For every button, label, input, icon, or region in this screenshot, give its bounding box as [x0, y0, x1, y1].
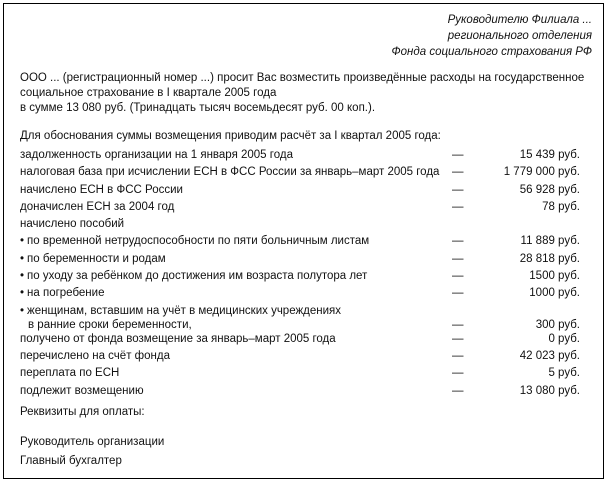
calc-row: [20, 347, 580, 364]
calc-row-amount: 1500 руб.: [529, 270, 580, 283]
calc-row-dash: —: [452, 384, 464, 397]
calc-row-label: переплата по ЕСН: [20, 367, 120, 380]
calc-row-dash: —: [452, 270, 464, 283]
calc-row-label: • по беременности и родам: [20, 252, 166, 267]
request-line: в сумме 13 080 руб. (Тринадцать тысяч восемьдесят руб. 00 коп.).: [20, 102, 376, 114]
calc-row: [20, 302, 580, 330]
calc-row-dash: —: [452, 149, 464, 161]
calc-row-amount: 1000 руб.: [529, 287, 580, 300]
calc-row-label: налоговая база при исчислении ЕСН в ФСС России за январь–март 2005 года: [20, 166, 440, 179]
calc-row-dash: —: [452, 318, 464, 331]
calc-row: [20, 232, 580, 249]
calc-row-label: • по временной нетрудоспособности по пяти больничным листам: [20, 234, 369, 249]
addressee-block: [392, 12, 593, 60]
calc-row-label: доначислен ЕСН за 2004 год: [20, 200, 175, 213]
addressee-line: Руководителю Филиала ...: [447, 14, 592, 26]
calc-row-label: • на погребение: [20, 286, 104, 301]
request-line: ООО ... (регистрационный номер ...) просит Вас возместить произведённые расходы на государственное: [20, 72, 585, 84]
calc-row-amount: 300 руб.: [535, 318, 580, 331]
addressee-line: регионального отделения: [447, 30, 592, 42]
calc-row-amount: 1 779 000 руб.: [503, 166, 580, 179]
calc-row-amount: 5 руб.: [548, 367, 580, 380]
calc-row-dash: —: [452, 166, 464, 179]
calc-row-amount: 0 руб.: [548, 332, 580, 345]
calc-row: [20, 267, 580, 284]
calc-row-dash: —: [452, 252, 464, 265]
calc-row-label: задолженность организации на 1 января 2005 года: [20, 149, 293, 161]
signature-accountant: Главный бухгалтер: [20, 455, 122, 467]
calc-row-amount: 13 080 руб.: [519, 384, 580, 397]
calc-row: [20, 181, 580, 198]
calc-row: [20, 163, 580, 180]
calculation-heading: Для обоснования суммы возмещения приводим расчёт за I квартал 2005 года:: [20, 130, 441, 142]
calc-row-label: получено от фонда возмещение за январь–март 2005 года: [20, 332, 336, 345]
payment-requisites-label: Реквизиты для оплаты:: [20, 406, 145, 418]
calc-row: [20, 364, 580, 381]
calc-row-label: перечислено на счёт фонда: [20, 349, 170, 362]
calc-row-label: начислено ЕСН в ФСС России: [20, 183, 183, 196]
calc-row-amount: 11 889 руб.: [520, 235, 580, 248]
request-paragraph: [20, 71, 590, 116]
letter-document: [3, 3, 604, 479]
calc-row-dash: —: [452, 235, 464, 248]
calc-row-dash: —: [452, 367, 464, 380]
calc-row: [20, 215, 580, 232]
calc-row-amount: 78 руб.: [542, 200, 580, 213]
calc-row-dash: —: [452, 200, 464, 213]
calc-row-amount: 56 928 руб.: [519, 183, 580, 196]
calc-row-label: начислено пособий: [20, 218, 125, 231]
calc-row: [20, 382, 580, 399]
calc-row: [20, 198, 580, 215]
calc-row-dash: —: [452, 183, 464, 196]
calc-row-label: • женщинам, вставшим на учёт в медицинских учреждениях: [20, 304, 341, 319]
calc-row-amount: 42 023 руб.: [519, 349, 580, 362]
calc-row-dash: —: [452, 349, 464, 362]
calc-row-amount: 15 439 руб.: [519, 149, 580, 161]
calc-row-dash: —: [452, 332, 464, 345]
calc-row: [20, 330, 580, 347]
addressee-line: Фонда социального страхования РФ: [391, 46, 592, 58]
calc-row-label: • по уходу за ребёнком до достижения им возраста полутора лет: [20, 269, 367, 284]
calc-row: [20, 284, 580, 301]
calc-row: [20, 250, 580, 267]
calc-row-label-continued: в ранние сроки беременности,: [28, 318, 192, 331]
calc-row: [20, 146, 580, 163]
calc-row-label: подлежит возмещению: [20, 384, 144, 397]
calc-row-dash: —: [452, 287, 464, 300]
signature-head: Руководитель организации: [20, 436, 165, 448]
calculation-table: [20, 146, 580, 399]
request-line: социальное страхование в I квартале 2005 года: [20, 87, 277, 99]
calc-row-amount: 28 818 руб.: [519, 252, 580, 265]
